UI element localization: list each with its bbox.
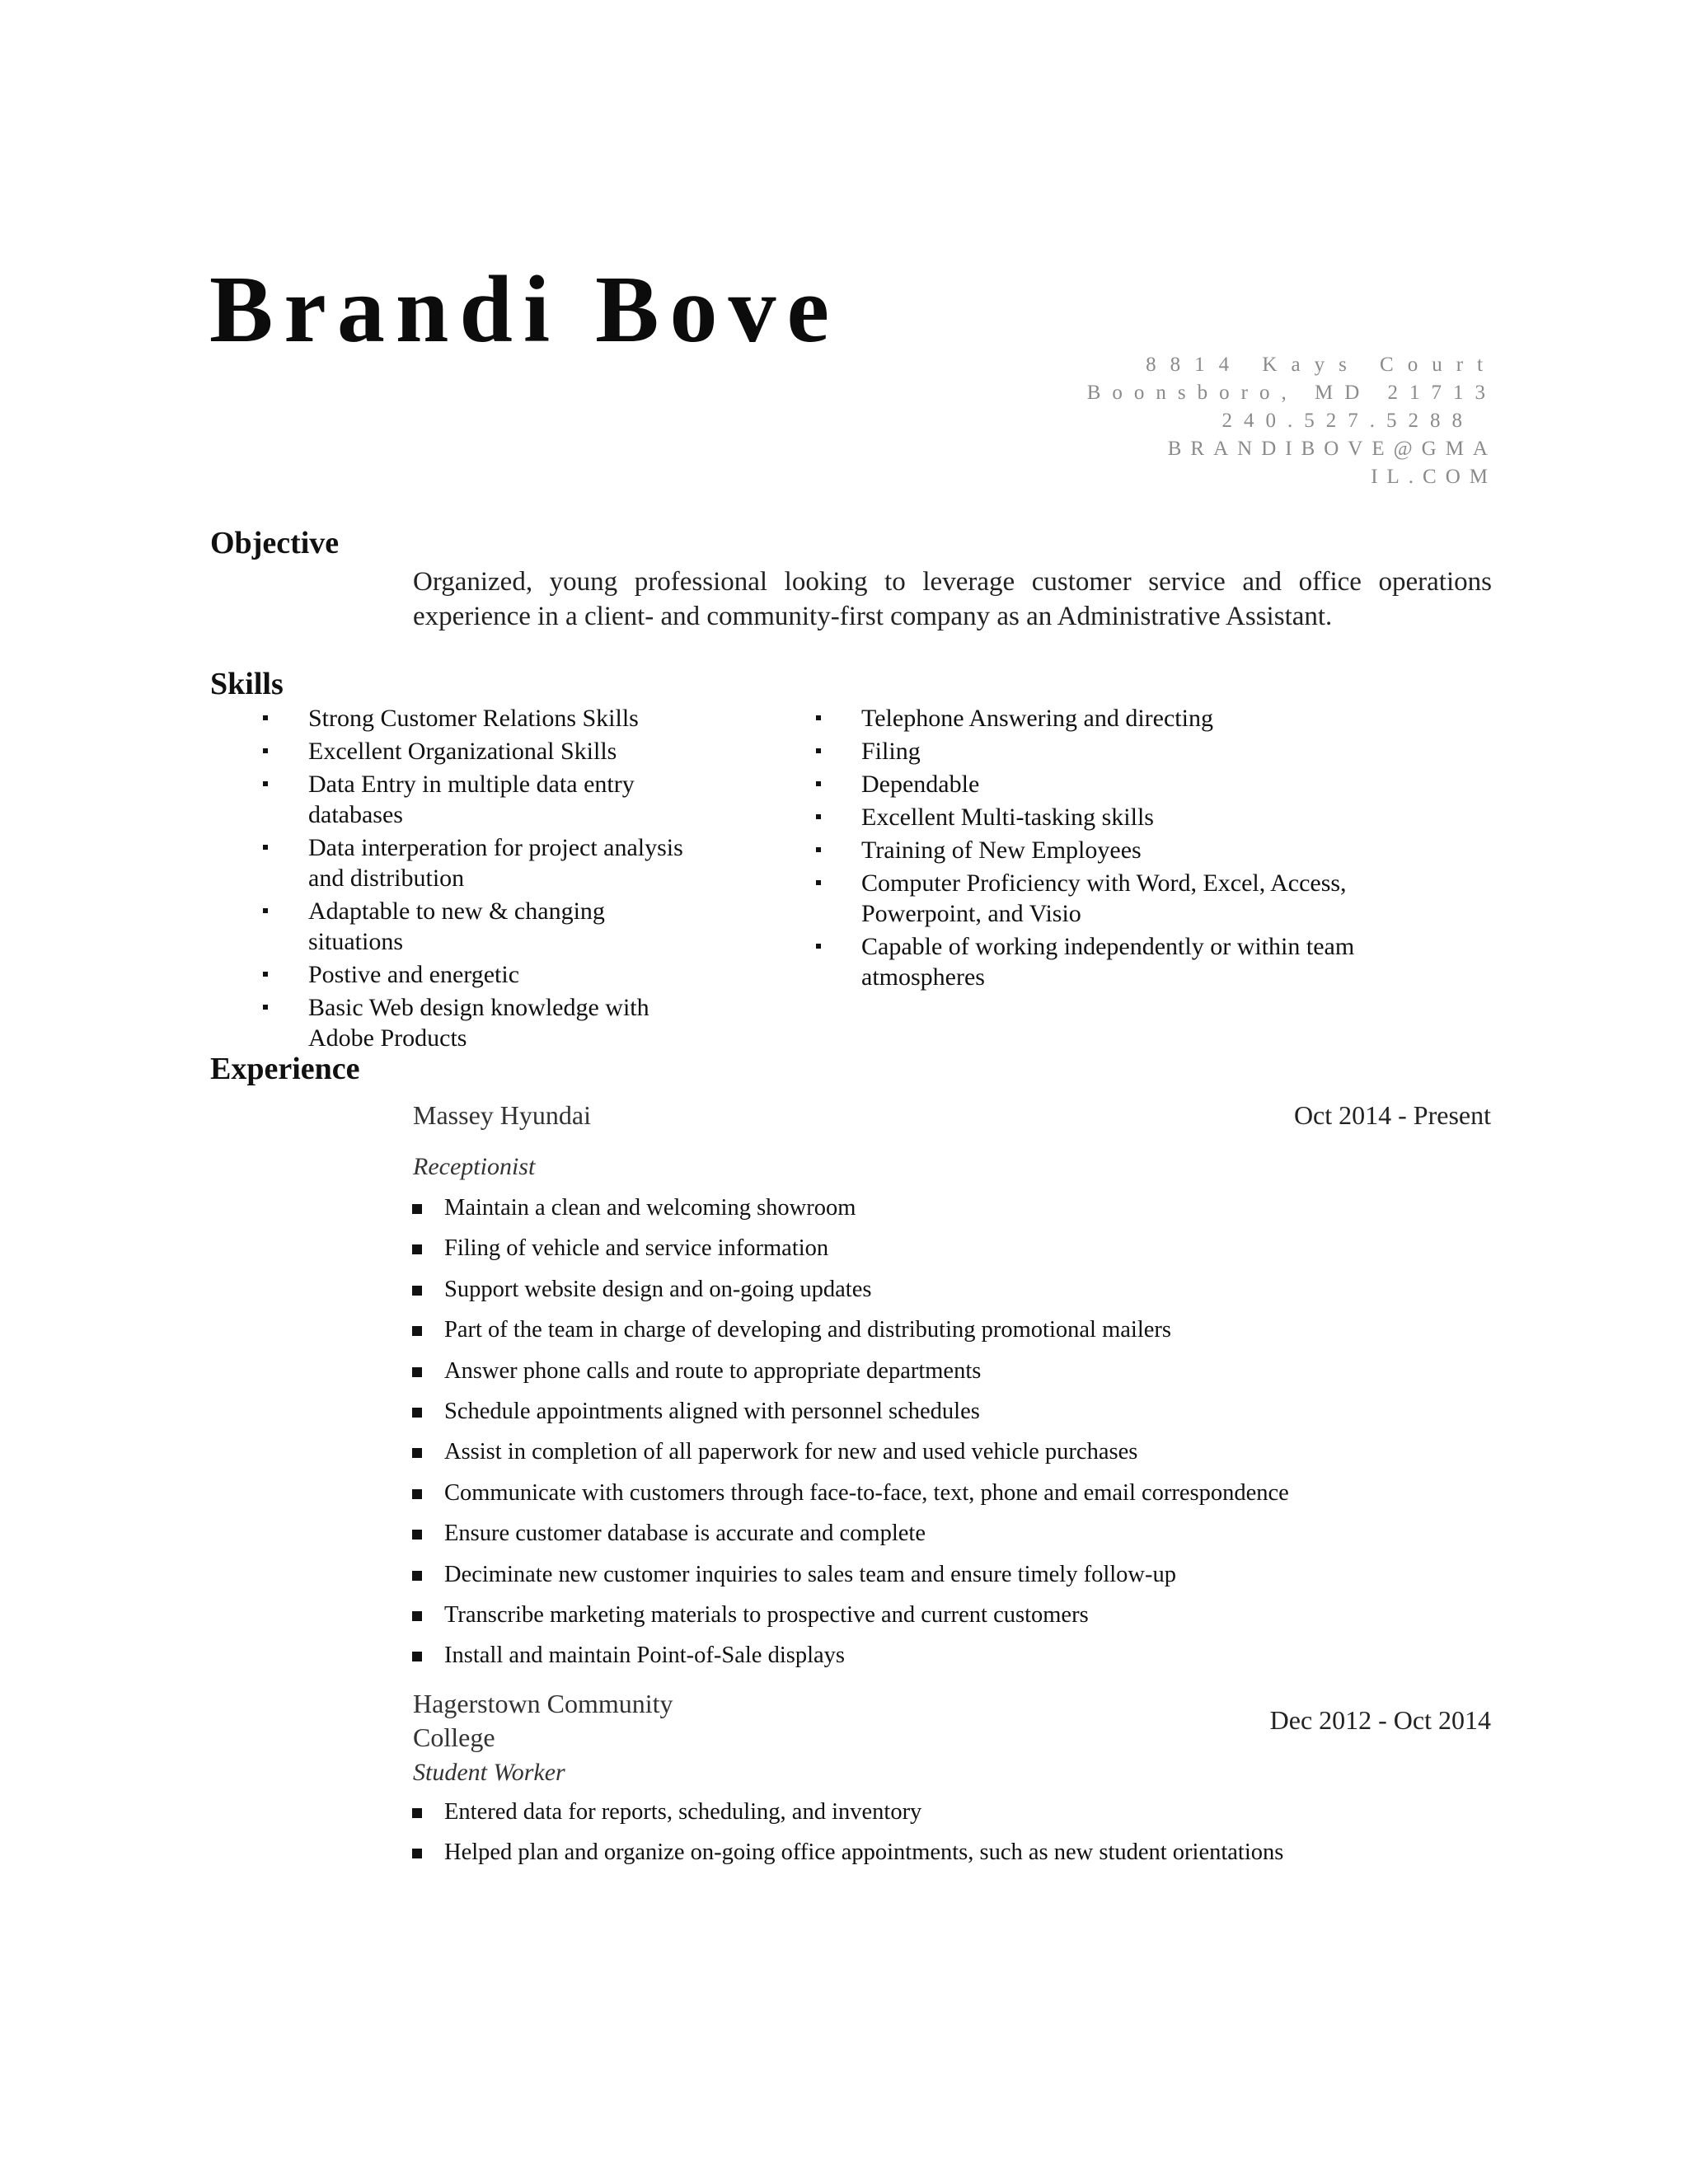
skill-item xyxy=(308,769,704,830)
experience-heading: Experience xyxy=(210,1052,360,1086)
square-bullet-icon xyxy=(412,1204,422,1214)
bullet-icon xyxy=(263,972,268,977)
square-bullet-icon xyxy=(412,1530,422,1540)
skill-item xyxy=(308,832,704,893)
duty-item xyxy=(444,1277,1289,1317)
duty-text: Answer phone calls and route to appropriate departments xyxy=(444,1357,982,1384)
bullet-icon xyxy=(816,715,821,720)
square-bullet-icon xyxy=(412,1652,422,1661)
skill-item xyxy=(308,736,704,766)
duty-item xyxy=(444,1480,1289,1521)
skill-text: Training of New Employees xyxy=(861,837,1142,864)
contact-city: Boonsboro, MD 21713 xyxy=(1086,382,1497,404)
skill-text: Basic Web design knowledge with Adobe Products xyxy=(308,994,649,1052)
contact-street: 8814 Kays Court xyxy=(1146,354,1497,376)
duty-item xyxy=(444,1643,1289,1683)
duty-text: Ensure customer database is accurate and complete xyxy=(444,1521,926,1547)
duty-item xyxy=(444,1840,1283,1880)
duty-text: Communicate with customers through face-to-face, text, phone and email correspondence xyxy=(444,1479,1289,1506)
square-bullet-icon xyxy=(412,1286,422,1296)
skill-item xyxy=(308,959,704,990)
job-company: Massey Hyundai xyxy=(413,1100,591,1130)
bullet-icon xyxy=(263,715,268,720)
duty-item xyxy=(444,1602,1289,1643)
duty-text: Helped plan and organize on-going office appointments, such as new student orientations xyxy=(444,1840,1284,1866)
duty-text: Schedule appointments aligned with personnel schedules xyxy=(444,1398,980,1424)
skill-item xyxy=(308,896,704,957)
duty-item xyxy=(444,1358,1289,1399)
duty-item xyxy=(444,1235,1289,1276)
square-bullet-icon xyxy=(412,1571,422,1581)
square-bullet-icon xyxy=(412,1367,422,1377)
skill-item xyxy=(308,703,704,733)
skill-text: Excellent Organizational Skills xyxy=(308,738,617,765)
duty-text: Maintain a clean and welcoming showroom xyxy=(444,1195,856,1221)
bullet-icon xyxy=(816,944,821,949)
job-company: Hagerstown Community College xyxy=(413,1689,673,1752)
duty-item xyxy=(444,1562,1289,1602)
contact-block xyxy=(1035,351,1497,491)
duty-text: Support website design and on-going updates xyxy=(444,1276,872,1302)
duty-text: Assist in completion of all paperwork for new and used vehicle purchases xyxy=(444,1439,1138,1465)
skill-text: Computer Proficiency with Word, Excel, Access, Powerpoint, and Visio xyxy=(861,869,1347,927)
bullet-icon xyxy=(263,908,268,913)
skill-text: Strong Customer Relations Skills xyxy=(308,705,639,732)
job-title: Student Worker xyxy=(413,1759,565,1786)
skill-item xyxy=(861,736,1438,766)
bullet-icon xyxy=(263,1005,268,1010)
bullet-icon xyxy=(816,781,821,786)
skills-list-right xyxy=(861,703,1438,995)
duty-text: Install and maintain Point-of-Sale displays xyxy=(444,1643,846,1669)
skill-text: Filing xyxy=(861,738,921,765)
bullet-icon xyxy=(816,880,821,885)
duty-text: Part of the team in charge of developing and distributing promotional mailers xyxy=(444,1317,1171,1343)
skill-item xyxy=(861,868,1438,929)
contact-email-line2: IL.COM xyxy=(1371,466,1497,488)
duty-text: Filing of vehicle and service information xyxy=(444,1235,829,1262)
skill-text: Adaptable to new & changing situations xyxy=(308,898,605,955)
skill-text: Data Entry in multiple data entry databases xyxy=(308,771,635,828)
skill-item xyxy=(861,769,1438,799)
skill-item xyxy=(308,992,704,1053)
square-bullet-icon xyxy=(412,1326,422,1336)
resume-name: Brandi Bove xyxy=(209,257,840,363)
contact-phone: 240.527.5288 xyxy=(1221,410,1474,432)
duty-item xyxy=(444,1521,1289,1561)
duty-item xyxy=(444,1195,1289,1235)
duty-item xyxy=(444,1399,1289,1439)
bullet-icon xyxy=(263,748,268,753)
square-bullet-icon xyxy=(412,1808,422,1818)
skill-text: Dependable xyxy=(861,771,980,798)
skill-item xyxy=(861,835,1438,865)
square-bullet-icon xyxy=(412,1244,422,1254)
square-bullet-icon xyxy=(412,1448,422,1458)
bullet-icon xyxy=(816,847,821,852)
bullet-icon xyxy=(816,748,821,753)
duty-text: Transcribe marketing materials to prospective and current customers xyxy=(444,1601,1089,1628)
job-duties-list xyxy=(444,1799,1283,1881)
square-bullet-icon xyxy=(412,1849,422,1858)
duty-item xyxy=(444,1439,1289,1479)
contact-email-line1: BRANDIBOVE@GMA xyxy=(1167,438,1497,460)
square-bullet-icon xyxy=(412,1611,422,1621)
skill-text: Postive and energetic xyxy=(308,961,520,988)
skill-item xyxy=(861,703,1438,733)
skills-list-left xyxy=(308,703,704,1056)
duty-text: Deciminate new customer inquiries to sales team and ensure timely follow-up xyxy=(444,1561,1176,1587)
skill-item xyxy=(861,802,1438,832)
objective-text: Organized, young professional looking to leverage customer service and office operations experience in a client- and community-first company as an Administrative Assistant. xyxy=(413,567,1492,631)
bullet-icon xyxy=(263,845,268,850)
job-dates: Oct 2014 - Present xyxy=(1293,1100,1491,1130)
skill-text: Capable of working independently or within team atmospheres xyxy=(861,933,1355,991)
bullet-icon xyxy=(816,814,821,819)
job-duties-list xyxy=(444,1195,1289,1684)
skill-text: Telephone Answering and directing xyxy=(861,705,1213,732)
skill-text: Data interperation for project analysis and distribution xyxy=(308,834,683,892)
duty-item xyxy=(444,1799,1283,1840)
bullet-icon xyxy=(263,781,268,786)
duty-text: Entered data for reports, scheduling, and inventory xyxy=(444,1799,922,1825)
skills-heading: Skills xyxy=(210,667,284,701)
objective-heading: Objective xyxy=(210,526,340,560)
skill-item xyxy=(861,931,1438,992)
skill-text: Excellent Multi-tasking skills xyxy=(861,804,1154,831)
square-bullet-icon xyxy=(412,1489,422,1499)
square-bullet-icon xyxy=(412,1408,422,1418)
job-title: Receptionist xyxy=(413,1153,536,1180)
job-dates: Dec 2012 - Oct 2014 xyxy=(1269,1705,1491,1735)
duty-item xyxy=(444,1317,1289,1357)
